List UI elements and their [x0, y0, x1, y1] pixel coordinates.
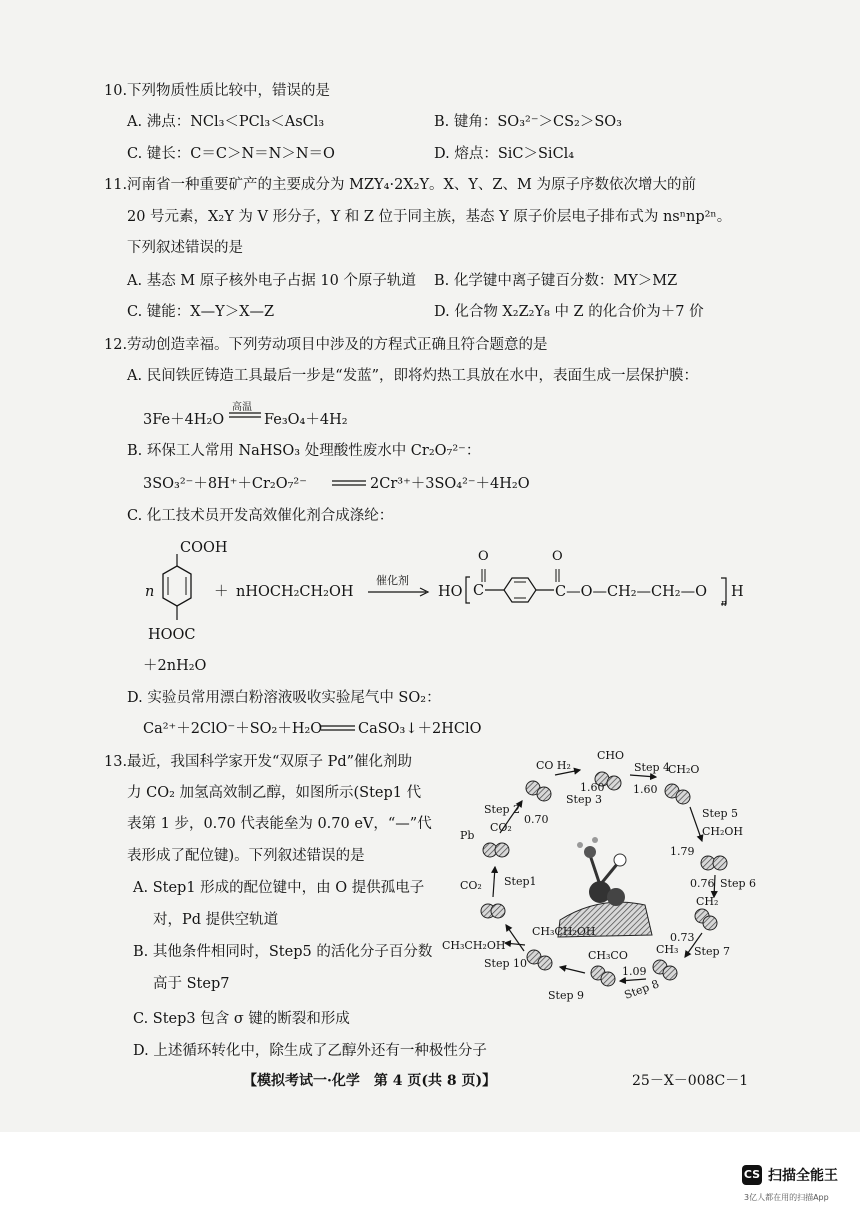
q10-option-a: A. 沸点：NCl₃＜PCl₃＜AsCl₃ [127, 114, 325, 130]
label-barrier-109: 1.09 [622, 965, 647, 978]
q13-option-b-line1: B. 其他条件相同时，Step5 的活化分子百分数 [133, 944, 433, 960]
label-ethanol-free: CH₃CH₂OH [442, 939, 506, 952]
q12-b-equation-left: 3SO₃²⁻＋8H⁺＋Cr₂O₇²⁻ [143, 476, 307, 492]
camscanner-logo-icon: CS [742, 1165, 762, 1185]
q13-stem-line4: 表形成了配位键)。下列叙述错误的是 [127, 848, 365, 864]
q12-b-equation-right: 2Cr³⁺＋3SO₄²⁻＋4H₂O [370, 476, 530, 492]
label-step9: Step 9 [548, 989, 585, 1002]
q12-d-equals-sign [320, 723, 356, 733]
q12-c-carbonyl-o1: O [478, 549, 489, 564]
label-ethanol-bound: CH₃CH₂OH [532, 925, 596, 938]
label-step3: Step 3 [566, 793, 603, 806]
q12-c-carbonyl-o2: O [552, 549, 563, 564]
q10-stem: 10.下列物质性质比较中，错误的是 [104, 83, 331, 99]
q12-a-equation-right: Fe₃O₄＋4H₂ [264, 412, 348, 428]
label-pb: Pb [460, 829, 475, 842]
q11-stem-line3: 下列叙述错误的是 [127, 240, 243, 256]
q12-b-equals-sign [331, 478, 367, 488]
label-ch2oh: CH₂OH [702, 825, 744, 838]
q12-option-c: C. 化工技术员开发高效催化剂合成涤纶： [127, 508, 394, 524]
q12-c-cooh: COOH [180, 540, 228, 556]
q10-option-d: D. 熔点：SiC＞SiCl₄ [434, 146, 575, 162]
q13-option-c: C. Step3 包含 σ 键的断裂和形成 [133, 1011, 350, 1027]
q12-option-b: B. 环保工人常用 NaHSO₃ 处理酸性废水中 Cr₂O₇²⁻： [127, 443, 481, 459]
label-step1: Step1 [504, 875, 537, 888]
q12-option-d: D. 实验员常用漂白粉溶液吸收实验尾气中 SO₂： [127, 690, 441, 706]
label-step7: Step 7 [694, 945, 731, 958]
q11-option-d: D. 化合物 X₂Z₂Y₈ 中 Z 的化合价为＋7 价 [434, 304, 704, 320]
label-step4: Step 4 [634, 761, 671, 774]
q12-c-product-chain: C—O—CH₂—CH₂—O [555, 584, 707, 600]
label-barrier-070: 0.70 [524, 813, 549, 826]
q11-option-c: C. 键能：X—Y＞X—Z [127, 304, 275, 320]
catalytic-cycle-diagram [440, 745, 770, 1010]
q11-stem-line2: 20 号元素，X₂Y 为 V 形分子，Y 和 Z 位于同主族，基态 Y 原子价层电子排布式为 nsⁿnp²ⁿ。 [127, 209, 732, 225]
q13-option-b-line2: 高于 Step7 [153, 976, 230, 992]
benzene-ring-icon [160, 554, 194, 634]
label-step5: Step 5 [702, 807, 739, 820]
q12-c-product-ho: HO [438, 584, 463, 600]
label-barrier-160a: 1.60 [580, 781, 605, 794]
label-barrier-160b: 1.60 [633, 783, 658, 796]
q12-c-product-h: H [731, 584, 744, 600]
label-ch3co: CH₃CO [588, 949, 628, 962]
label-ch3: CH₃ [656, 943, 679, 956]
q13-stem-line1: 13.最近，我国科学家开发“双原子 Pd”催化剂助 [104, 754, 413, 770]
label-barrier-076: 0.76 [690, 877, 715, 890]
q10-option-c: C. 键长：C＝C＞N＝N＞N＝O [127, 146, 335, 162]
q12-option-a: A. 民间铁匠铸造工具最后一步是“发蓝”，即将灼热工具放在水中，表面生成一层保护膜： [127, 368, 699, 384]
q12-d-equation-left: Ca²⁺＋2ClO⁻＋SO₂＋H₂O [143, 721, 323, 737]
q12-a-equation-left: 3Fe＋4H₂O [143, 412, 225, 428]
q12-c-water: ＋2nH₂O [143, 658, 207, 674]
camscanner-name: 扫描全能王 [768, 1168, 838, 1184]
label-co-h2: CO H₂ [536, 759, 571, 772]
q12-a-equals-sign [228, 410, 262, 420]
page-footer-code: 25－X－008C－1 [632, 1073, 749, 1089]
label-co2-bound: CO₂ [490, 821, 512, 834]
q12-c-hooc: HOOC [148, 627, 196, 643]
label-ch2o: CH₂O [668, 763, 700, 776]
page-footer-title: 【模拟考试一·化学 第 4 页(共 8 页)】 [243, 1073, 497, 1089]
label-step10: Step 10 [484, 957, 528, 970]
q12-a-condition: 高温 [232, 402, 252, 413]
label-step8: Step 8 [622, 977, 661, 1002]
q12-c-glycol: nHOCH₂CH₂OH [236, 584, 354, 600]
q12-d-equation-right: CaSO₃↓＋2HClO [358, 721, 482, 737]
label-ch2: CH₂ [696, 895, 719, 908]
q12-c-product-n: n [721, 599, 727, 609]
q13-option-d: D. 上述循环转化中，除生成了乙醇外还有一种极性分子 [133, 1043, 487, 1059]
label-step6: Step 6 [720, 877, 757, 890]
q11-stem-line1: 11.河南省一种重要矿产的主要成分为 MZY₄·2X₂Y。X、Y、Z、M 为原子序数依次增大的前 [104, 177, 696, 193]
q11-option-b: B. 化学键中离子键百分数：MY＞MZ [434, 273, 678, 289]
polyester-backbone-icon [464, 563, 564, 613]
q13-stem-line3: 表第 1 步，0.70 代表能垒为 0.70 eV，“—”代 [127, 816, 432, 832]
q13-option-a-line1: A. Step1 形成的配位键中，由 O 提供孤电子 [133, 880, 425, 896]
q12-c-plus: ＋ [214, 584, 229, 600]
label-barrier-179: 1.79 [670, 845, 695, 858]
label-barrier-073: 0.73 [670, 931, 695, 944]
q12-c-coefficient: n [145, 584, 155, 600]
reaction-arrow-icon [368, 587, 430, 597]
camscanner-tagline: 3亿人都在用的扫描App [744, 1193, 829, 1202]
label-cho: CHO [597, 749, 625, 762]
label-co2-free: CO₂ [460, 879, 482, 892]
q13-option-a-line2: 对，Pd 提供空轨道 [153, 912, 279, 928]
q10-option-b: B. 键角：SO₃²⁻＞CS₂＞SO₃ [434, 114, 622, 130]
svg-text:C: C [473, 583, 485, 599]
q11-option-a: A. 基态 M 原子核外电子占据 10 个原子轨道 [127, 273, 416, 289]
q13-stem-line2: 力 CO₂ 加氢高效制乙醇，如图所示(Step1 代 [127, 785, 422, 801]
q12-c-catalyst: 催化剂 [376, 574, 409, 587]
label-step2: Step 2 [484, 803, 521, 816]
q12-stem: 12.劳动创造幸福。下列劳动项目中涉及的方程式正确且符合题意的是 [104, 337, 548, 353]
